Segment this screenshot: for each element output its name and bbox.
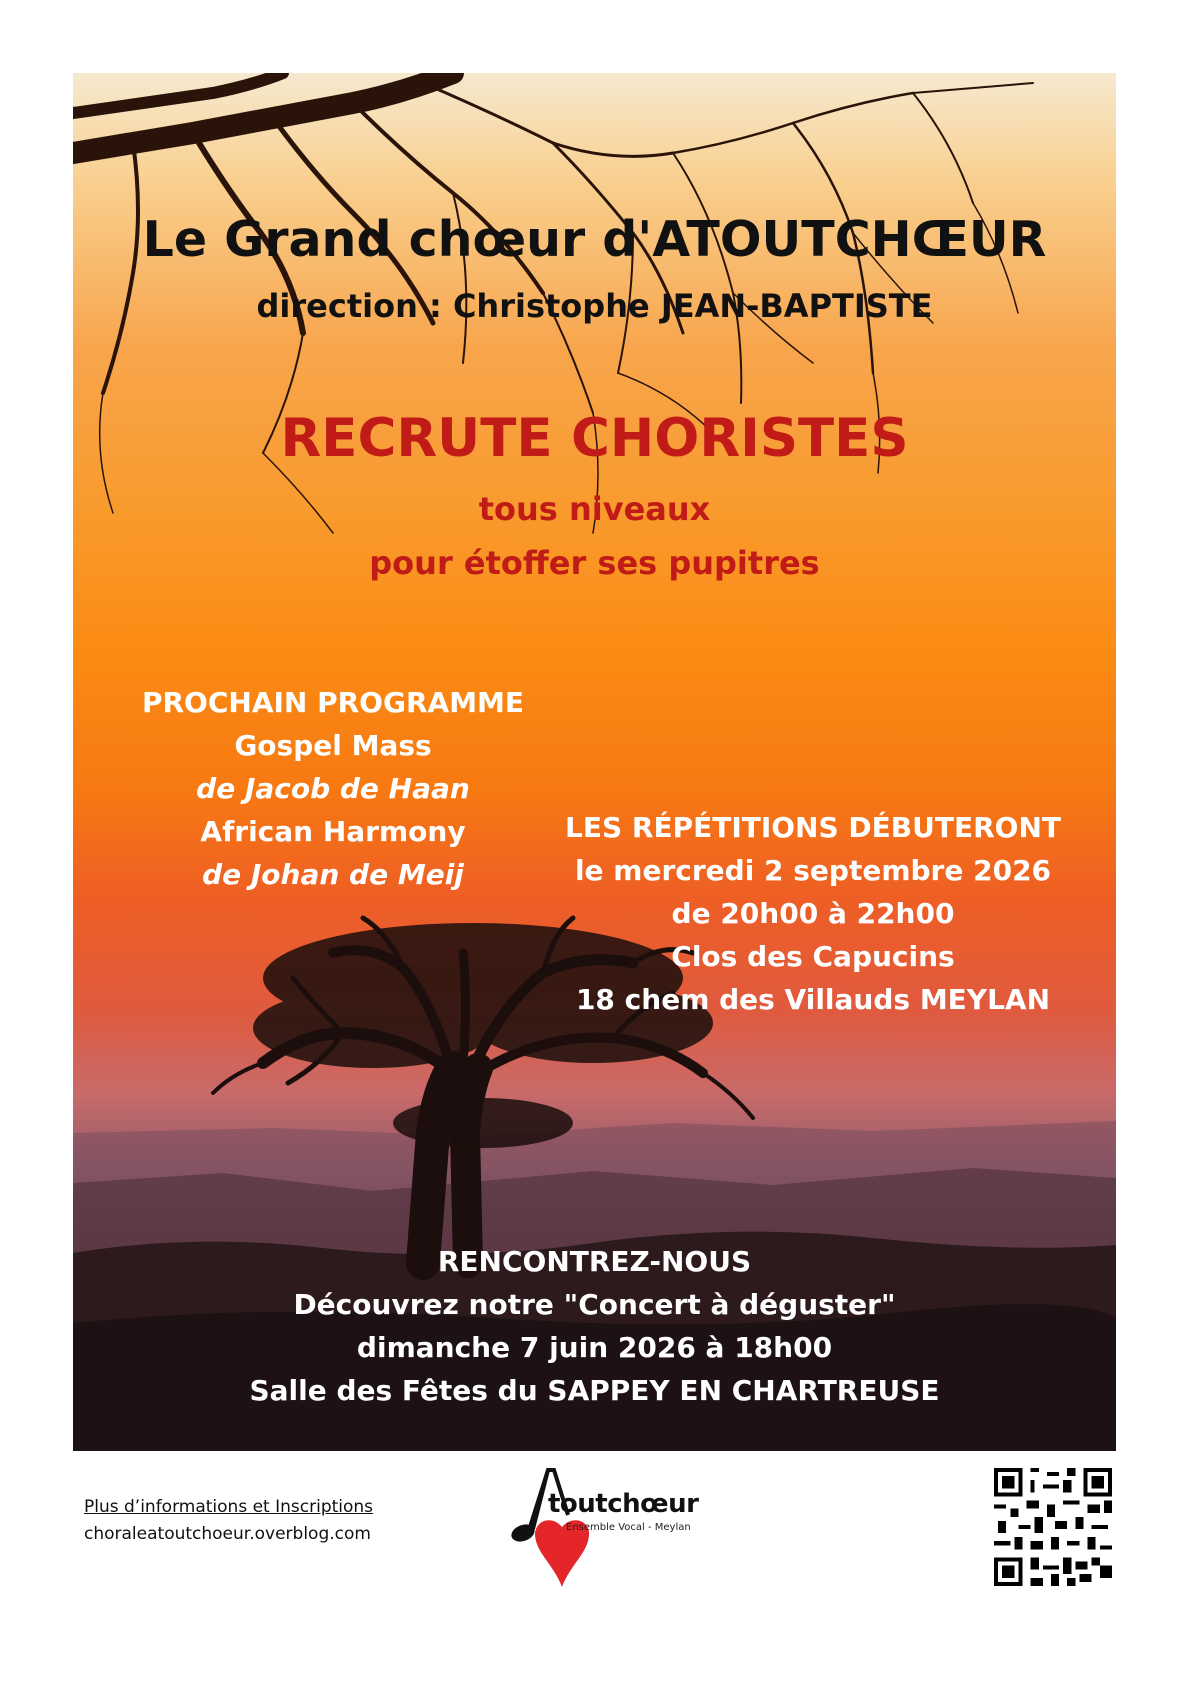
website-link[interactable]: choraleatoutchoeur.overblog.com	[84, 1524, 371, 1544]
poster-image	[73, 73, 1116, 1451]
poster-title: Le Grand chœur d'ATOUTCHŒUR	[142, 211, 1047, 268]
meet-heading: RENCONTREZ-NOUS	[437, 1245, 752, 1278]
programme-heading: PROCHAIN PROGRAMME	[141, 686, 525, 719]
footer-info	[84, 1494, 373, 1548]
purpose-line: pour étoffer ses pupitres	[369, 544, 820, 582]
concert-date: dimanche 7 juin 2026 à 18h00	[356, 1331, 833, 1364]
rehearsals-place: Clos des Capucins	[671, 940, 955, 973]
rehearsals-block	[563, 806, 1063, 1021]
recruit-heading: RECRUTE CHORISTES	[280, 408, 909, 469]
meet-block	[73, 1240, 1116, 1412]
director-line: direction : Christophe JEAN-BAPTISTE	[256, 287, 933, 325]
logo-name: toutchœur	[548, 1489, 699, 1519]
programme-composer-2: de Johan de Meij	[202, 858, 464, 891]
levels-line: tous niveaux	[478, 490, 711, 528]
rehearsals-address: 18 chem des Villauds MEYLAN	[575, 983, 1051, 1016]
programme-work-1: Gospel Mass	[234, 729, 432, 762]
concert-line: Découvrez notre "Concert à déguster"	[293, 1288, 896, 1321]
concert-venue: Salle des Fêtes du SAPPEY EN CHARTREUSE	[249, 1374, 940, 1407]
programme-composer-1: de Jacob de Haan	[196, 772, 470, 805]
programme-block	[133, 681, 533, 896]
rehearsals-date: le mercredi 2 septembre 2026	[574, 854, 1052, 887]
qr-code-icon	[994, 1468, 1112, 1586]
rehearsals-heading: LES RÉPÉTITIONS DÉBUTERONT	[565, 811, 1061, 844]
logo-tagline: Ensemble Vocal - Meylan	[566, 1522, 691, 1533]
rehearsals-time: de 20h00 à 22h00	[671, 897, 955, 930]
info-label: Plus d’informations et Inscriptions	[84, 1497, 374, 1517]
programme-work-2: African Harmony	[200, 815, 466, 848]
